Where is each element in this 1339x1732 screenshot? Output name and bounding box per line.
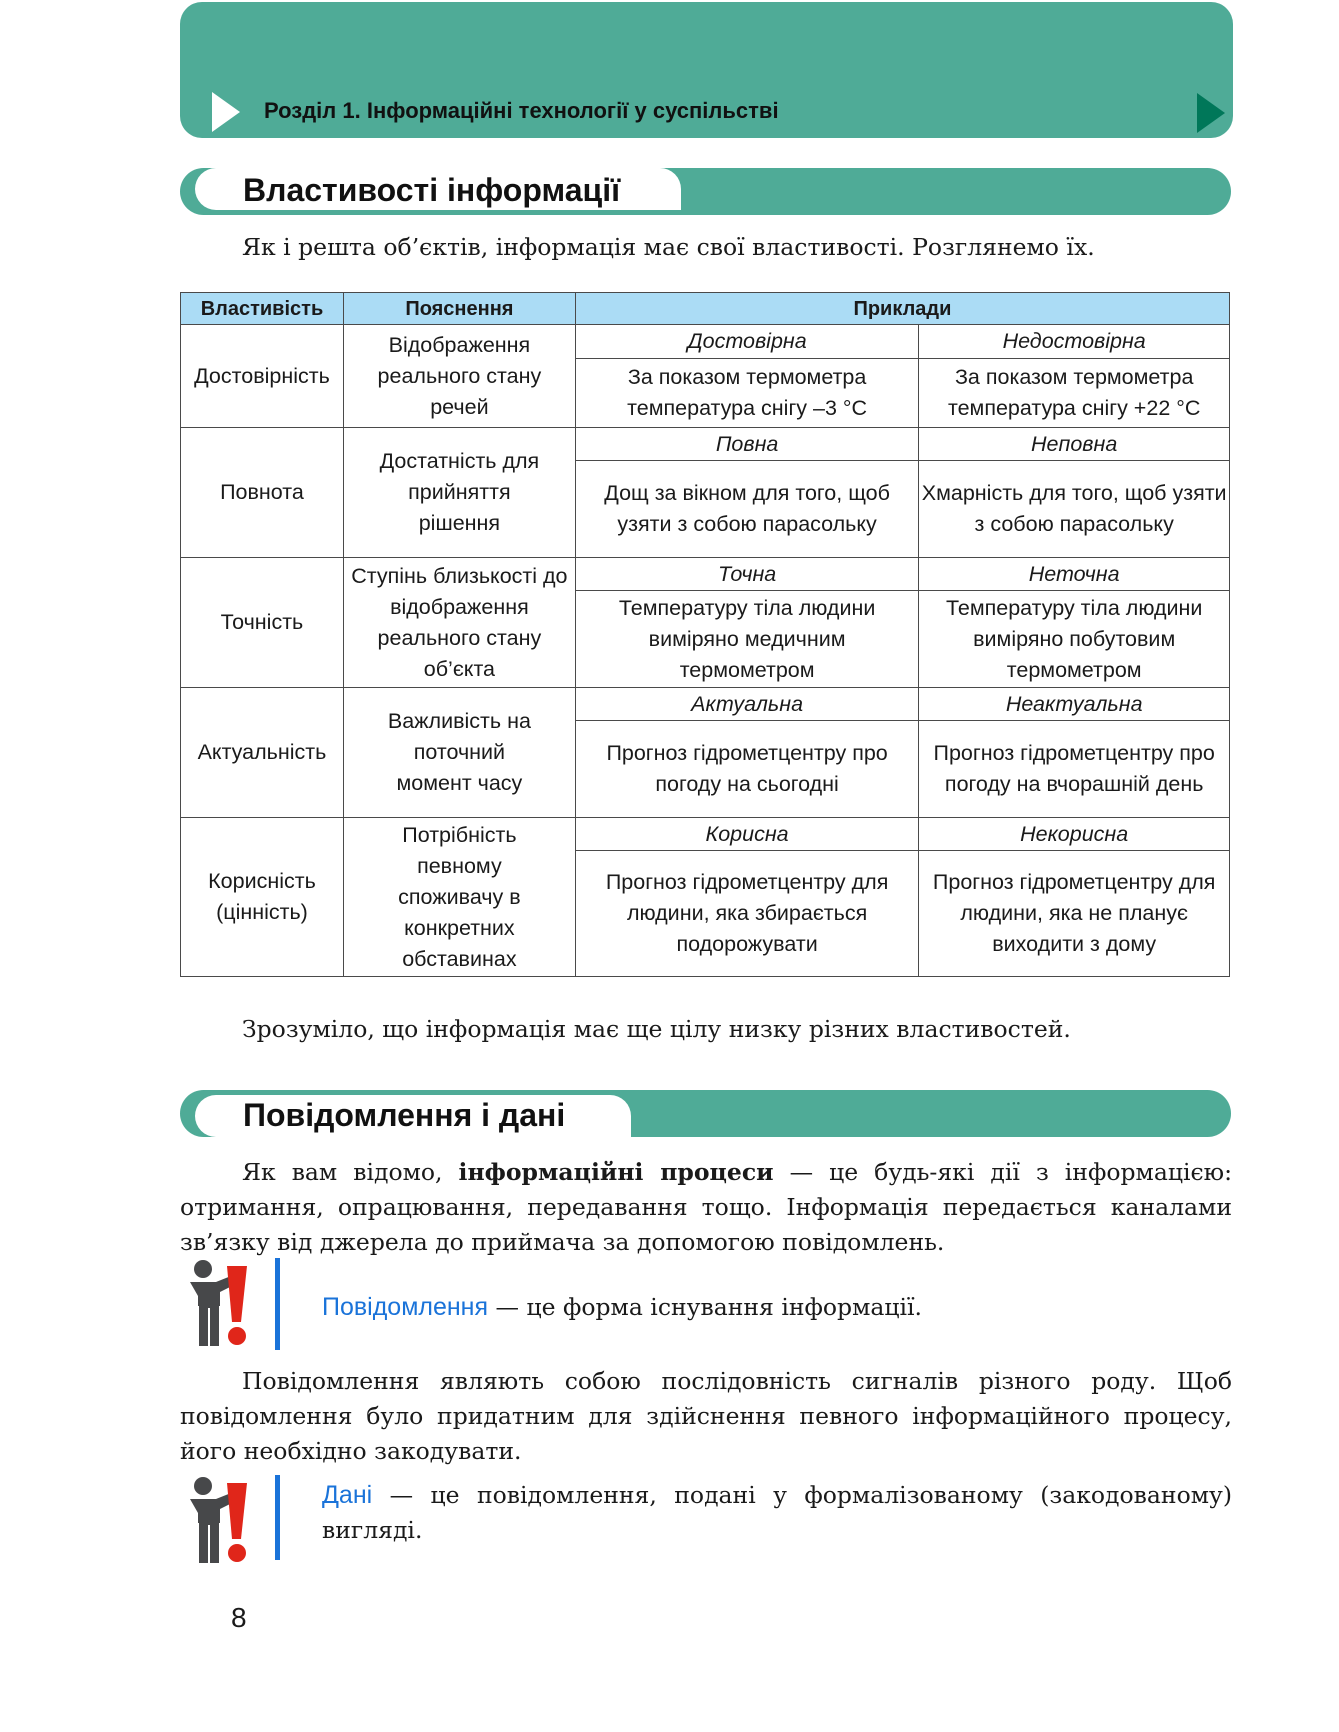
callout-divider [275,1258,280,1350]
page-number: 8 [231,1602,247,1633]
negative-example: За показом термометра температура снігу +22 °C [919,358,1230,427]
property-cell: Достовірність [181,325,344,428]
explanation-cell: Достатність для прийняття рішення [343,428,575,558]
intro-paragraph [180,230,1232,265]
signals-paragraph [180,1364,1232,1469]
properties-table [180,292,1230,977]
negative-example: Температуру тіла людини виміряно побутовим термометром [919,591,1230,688]
table-header-row [181,293,1230,325]
table-row [181,558,1230,591]
term-data: Дані [322,1481,373,1509]
table-row [181,428,1230,461]
table-row [181,688,1230,721]
negative-label: Неповна [919,428,1230,461]
property-cell: Корисність (цінність) [181,818,344,977]
next-arrow-icon [1197,93,1225,133]
negative-example: Прогноз гідрометцентру для людини, яка не планує виходити з дому [919,851,1230,977]
positive-label: Точна [575,558,919,591]
negative-label: Недостовірна [919,325,1230,359]
positive-example: Температуру тіла людини виміряно медичним термометром [575,591,919,688]
negative-label: Некорисна [919,818,1230,851]
definition-text: — це форма існування інформації. [488,1293,923,1321]
para-text: Повідомлення являють собою послідовність сигналів різного роду. Щоб повідомлення було придатним для здійснення певного інформаційного процесу, його необхідно закодувати. [180,1367,1232,1465]
table-row [181,818,1230,851]
positive-example: Прогноз гідрометцентру про погоду на сьогодні [575,721,919,818]
table-row [181,325,1230,359]
definition-text: — це повідомлення, подані у формалізованому (закодованому) вигляді. [322,1481,1232,1544]
para-text: Як вам відомо, [242,1158,459,1186]
positive-example: Прогноз гідрометцентру для людини, яка збирається подорожувати [575,851,919,977]
chapter-arrow-left-icon [212,92,240,132]
positive-label: Достовірна [575,325,919,359]
positive-example: За показом термометра температура снігу –3 °C [575,358,919,427]
callout-divider [275,1475,280,1560]
processes-paragraph [180,1155,1232,1260]
header-examples: Приклади [575,293,1229,325]
explanation-cell: Ступінь близькості до відображення реального стану об’єкта [343,558,575,688]
section-title-messages: Повідомлення і дані [243,1097,566,1133]
header-explanation: Пояснення [343,293,575,325]
negative-label: Неактуальна [919,688,1230,721]
negative-label: Неточна [919,558,1230,591]
negative-example: Прогноз гідрометцентру про погоду на вчорашній день [919,721,1230,818]
attention-person-icon [182,1475,262,1565]
positive-label: Корисна [575,818,919,851]
positive-example: Дощ за вікном для того, щоб узяти з собою парасольку [575,461,919,558]
section-title-properties: Властивості інформації [243,172,621,208]
explanation-cell: Важливість на поточний момент часу [343,688,575,818]
definition-message [322,1290,1232,1325]
intro-text: Як і решта об’єктів, інформація має свої властивості. Розглянемо їх. [242,233,1095,261]
chapter-title: Розділ 1. Інформаційні технології у суспільстві [264,98,779,123]
explanation-cell: Відображення реального стану речей [343,325,575,428]
positive-label: Повна [575,428,919,461]
header-property: Властивість [181,293,344,325]
definition-data [322,1478,1232,1548]
property-cell: Актуальність [181,688,344,818]
negative-example: Хмарність для того, щоб узяти з собою парасольку [919,461,1230,558]
bold-term: інформаційні процеси [458,1158,774,1186]
after-table-paragraph [180,1012,1232,1047]
property-cell: Точність [181,558,344,688]
property-cell: Повнота [181,428,344,558]
explanation-cell: Потрібність певному споживачу в конкретних обставинах [343,818,575,977]
para-text: — це будь-які дії з інформацією: отримання, опрацювання, передавання тощо. Інформація передається каналами зв’язку від джерела до приймача за допомогою повідомлень. [180,1158,1233,1256]
term-message: Повідомлення [322,1293,489,1321]
positive-label: Актуальна [575,688,919,721]
after-table-text: Зрозуміло, що інформація має ще цілу низку різних властивостей. [242,1015,1071,1043]
attention-person-icon [182,1258,262,1348]
